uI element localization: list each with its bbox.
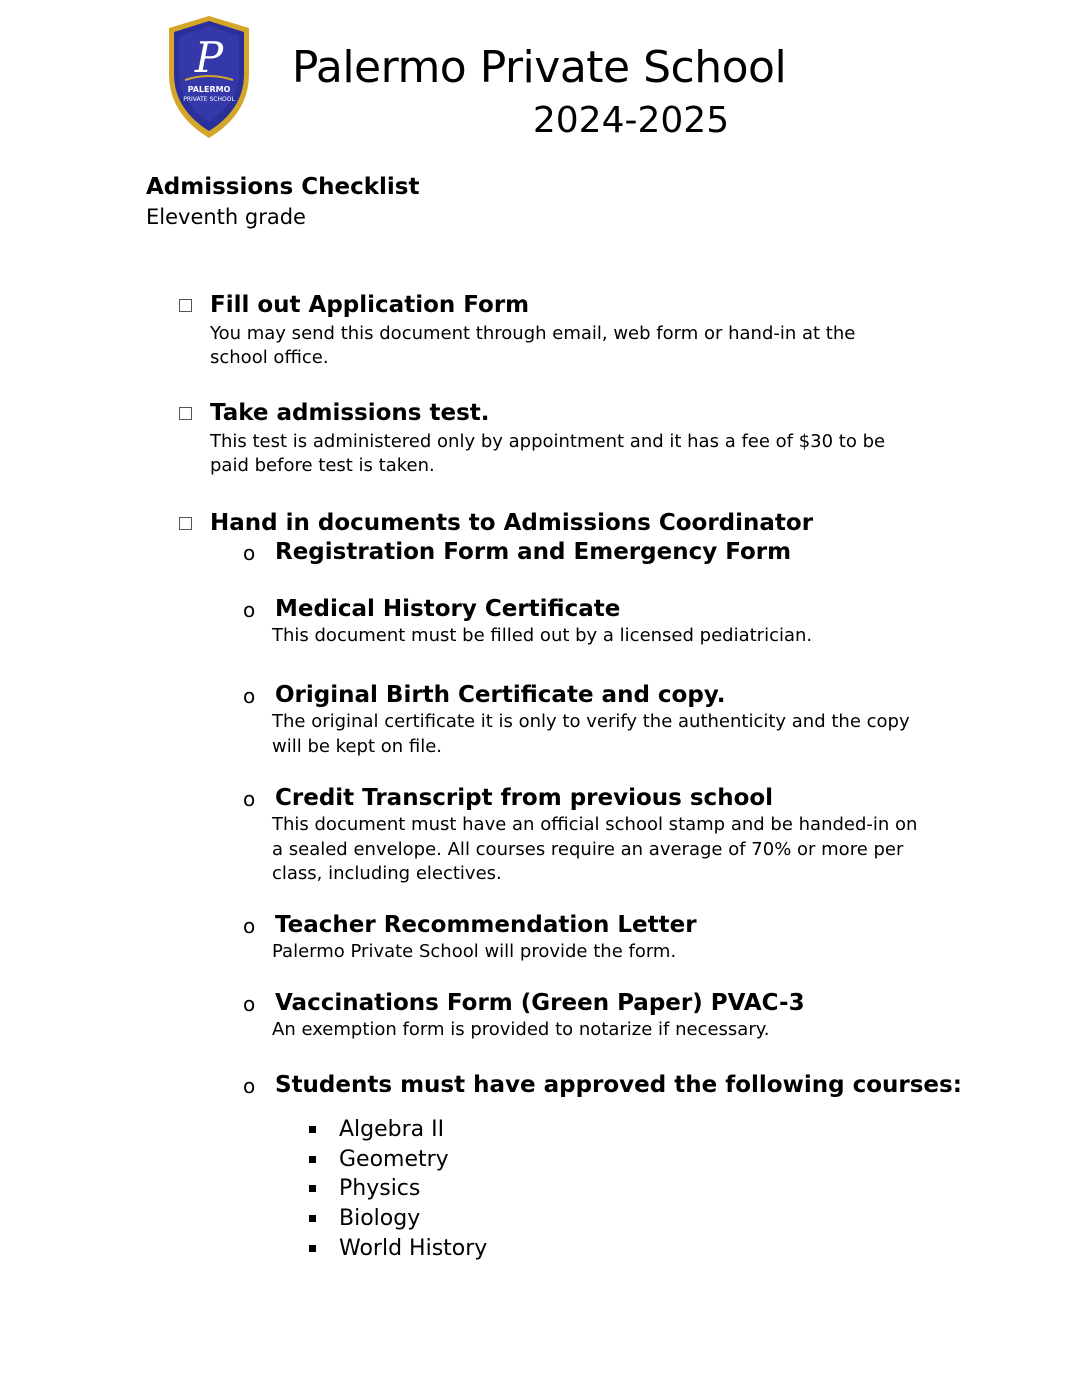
list-bullet: o: [243, 1074, 256, 1098]
list-bullet: o: [243, 598, 256, 622]
school-year: 2024-2025: [532, 100, 730, 141]
document-title: Original Birth Certificate and copy.: [275, 682, 726, 708]
grade-level: Eleventh grade: [146, 205, 306, 229]
document-title: Medical History Certificate: [275, 596, 621, 622]
checkbox[interactable]: [179, 299, 192, 312]
square-bullet-icon: [309, 1185, 316, 1192]
course-name: Biology: [339, 1206, 421, 1231]
course-name: Algebra II: [339, 1117, 445, 1142]
document-description: The original certificate it is only to verify the authenticity and the copy will be kept on file.: [272, 711, 910, 757]
document-description: An exemption form is provided to notarize if necessary.: [272, 1019, 770, 1040]
list-bullet: o: [243, 541, 256, 565]
checklist-title: Admissions Checklist: [146, 174, 420, 200]
list-bullet: o: [243, 787, 256, 811]
square-bullet-icon: [309, 1215, 316, 1222]
item-description: You may send this document through email, web form or hand-in at the school office.: [210, 323, 856, 368]
document-description: This document must have an official school stamp and be handed-in on a sealed envelope. All courses require an average of 70% or more per class, including electives.: [272, 814, 918, 884]
document-title: Registration Form and Emergency Form: [275, 539, 792, 565]
item-title: Take admissions test.: [210, 400, 490, 426]
document-title: Vaccinations Form (Green Paper) PVAC-3: [275, 990, 805, 1016]
item-description: This test is administered only by appointment and it has a fee of $30 to be paid before test is taken.: [210, 431, 886, 476]
course-name: Physics: [339, 1176, 421, 1201]
document-description: Palermo Private School will provide the form.: [272, 941, 677, 962]
item-title: Fill out Application Form: [210, 292, 530, 318]
school-name: Palermo Private School: [291, 42, 787, 93]
svg-text:PALERMO: PALERMO: [187, 85, 231, 94]
course-name: World History: [339, 1236, 488, 1261]
document-title: Teacher Recommendation Letter: [275, 912, 697, 938]
square-bullet-icon: [309, 1126, 316, 1133]
document-description: This document must be filled out by a licensed pediatrician.: [272, 625, 813, 646]
svg-text:P: P: [194, 33, 224, 82]
square-bullet-icon: [309, 1156, 316, 1163]
course-name: Geometry: [339, 1147, 449, 1172]
document-title: Students must have approved the following courses:: [275, 1072, 962, 1098]
checkbox[interactable]: [179, 517, 192, 530]
square-bullet-icon: [309, 1245, 316, 1252]
list-bullet: o: [243, 914, 256, 938]
list-bullet: o: [243, 992, 256, 1016]
svg-text:PRIVATE SCHOOL: PRIVATE SCHOOL: [183, 96, 235, 103]
document-title: Credit Transcript from previous school: [275, 785, 774, 811]
list-bullet: o: [243, 684, 256, 708]
item-title: Hand in documents to Admissions Coordinator: [210, 510, 814, 536]
checkbox[interactable]: [179, 407, 192, 420]
